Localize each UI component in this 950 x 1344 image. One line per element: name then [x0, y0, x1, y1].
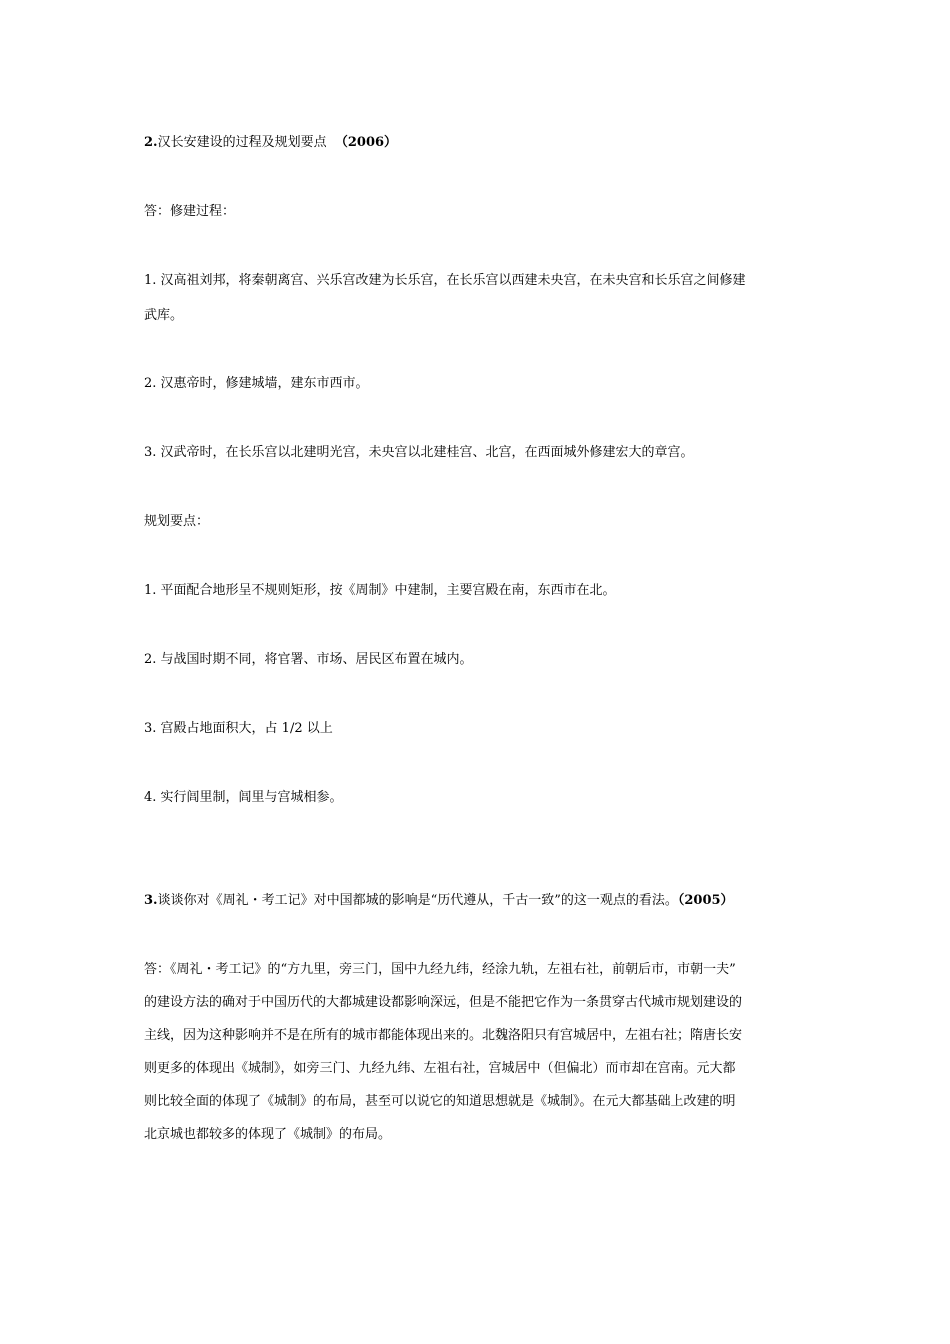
section-3-answer-line-3: 主线，因为这种影响并不是在所有的城市都能体现出来的。北魏洛阳只有宫城居中，左祖右社；隋唐长安	[144, 1028, 743, 1043]
section-3-answer-line-1: 答：《周礼・考工记》的“方九里，旁三门，国中九经九纬，经涂九轨，左祖右社，前朝后市，市朝一夫”	[144, 962, 736, 977]
section-2-title: 汉长安建设的过程及规划要点	[157, 135, 327, 150]
section-3-title: 谈谈你对《周礼・考工记》对中国都城的影响是“历代遵从，千古一致”的这一观点的看法。	[157, 893, 678, 908]
section-3-number: 3.	[144, 893, 158, 908]
section-2-year: （2006）	[334, 135, 398, 150]
section-3-answer-line-4: 则更多的体现出《城制》，如旁三门、九经九纬、左祖右社，宫城居中（但偏北）而市却在宫南。元大都	[144, 1061, 736, 1076]
section-2-number: 2.	[144, 135, 158, 150]
process-item-3: 3. 汉武帝时，在长乐宫以北建明光宫，未央宫以北建桂宫、北宫，在西面城外修建宏大的章宫。	[144, 445, 694, 460]
process-item-1-line-1: 1. 汉高祖刘邦，将秦朝离宫、兴乐宫改建为长乐宫，在长乐宫以西建未央宫，在未央宫和长乐宫之间修建	[144, 273, 746, 288]
section-3-answer-line-6: 北京城也都较多的体现了《城制》的布局。	[144, 1127, 392, 1142]
section-2-heading	[144, 134, 397, 152]
process-item-1-line-2: 武库。	[144, 308, 184, 323]
planning-item-1: 1. 平面配合地形呈不规则矩形，按《周制》中建制，主要宫殿在南，东西市在北。	[144, 583, 616, 598]
planning-item-2: 2. 与战国时期不同，将官署、市场、居民区布置在城内。	[144, 652, 473, 667]
section-2-answer-intro: 答：修建过程：	[144, 204, 236, 219]
process-item-2: 2. 汉惠帝时，修建城墙，建东市西市。	[144, 376, 369, 391]
planning-item-3: 3. 宫殿占地面积大，占 1/2 以上	[144, 721, 333, 736]
section-3-answer-line-5: 则比较全面的体现了《城制》的布局，甚至可以说它的知道思想就是《城制》。在元大都基础上改建的明	[144, 1094, 736, 1109]
section-3-heading	[144, 892, 734, 910]
planning-item-4: 4. 实行闾里制，闾里与宫城相参。	[144, 790, 343, 805]
planning-title: 规划要点：	[144, 514, 210, 529]
section-3-answer-line-2: 的建设方法的确对于中国历代的大都城建设都影响深远，但是不能把它作为一条贯穿古代城市规划建设的	[144, 995, 743, 1010]
section-3-year: （2005）	[677, 893, 734, 908]
